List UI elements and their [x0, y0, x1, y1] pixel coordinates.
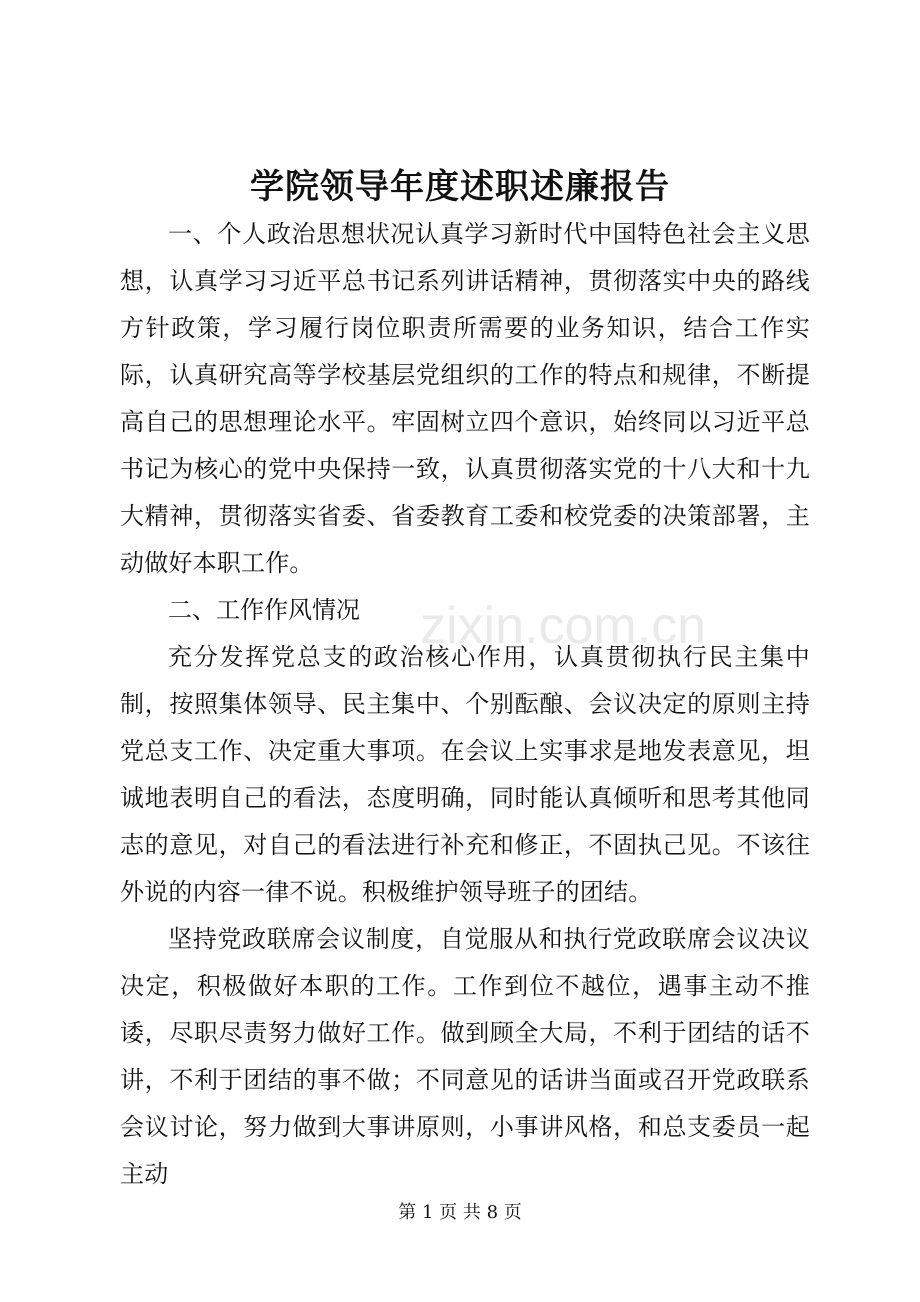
document-title: 学院领导年度述职述廉报告 — [250, 167, 670, 207]
watermark: zixin.com.cn — [420, 597, 707, 655]
paragraph-3: 坚持党政联席会议制度，自觉服从和执行党政联席会议决议决定，积极做好本职的工作。工作到位不越位，遇事主动不推诿，尽职尽责努力做好工作。做到顾全大局，不利于团结的话不讲，不利于团结的事不做；不同意见的话讲当面或召开党政联系会议讨论，努力做到大事讲原则，小事讲风格，和总支委员一起主动 — [120, 925, 810, 1188]
section-heading-2: 二、工作作风情况 — [168, 596, 360, 624]
document-body — [120, 211, 810, 1198]
page-footer: 第 1 页 共 8 页 — [398, 1202, 522, 1223]
paragraph-1: 一、个人政治思想状况认真学习新时代中国特色社会主义思想，认真学习习近平总书记系列讲话精神，贯彻落实中央的路线方针政策，学习履行岗位职责所需要的业务知识，结合工作实际，认真研究高等学校基层党组织的工作的特点和规律，不断提高自己的思想理论水平。牢固树立四个意识，始终同以习近平总书记为核心的党中央保持一致，认真贯彻落实党的十八大和十九大精神，贯彻落实省委、省委教育工委和校党委的决策部署，主动做好本职工作。 — [120, 220, 810, 577]
paragraph-2: 充分发挥党总支的政治核心作用，认真贯彻执行民主集中制，按照集体领导、民主集中、个别酝酿、会议决定的原则主持党总支工作、决定重大事项。在会议上实事求是地发表意见，坦诚地表明自己的看法，态度明确，同时能认真倾听和思考其他同志的意见，对自己的看法进行补充和修正，不固执己见。不该往外说的内容一律不说。积极维护领导班子的团结。 — [120, 643, 810, 906]
